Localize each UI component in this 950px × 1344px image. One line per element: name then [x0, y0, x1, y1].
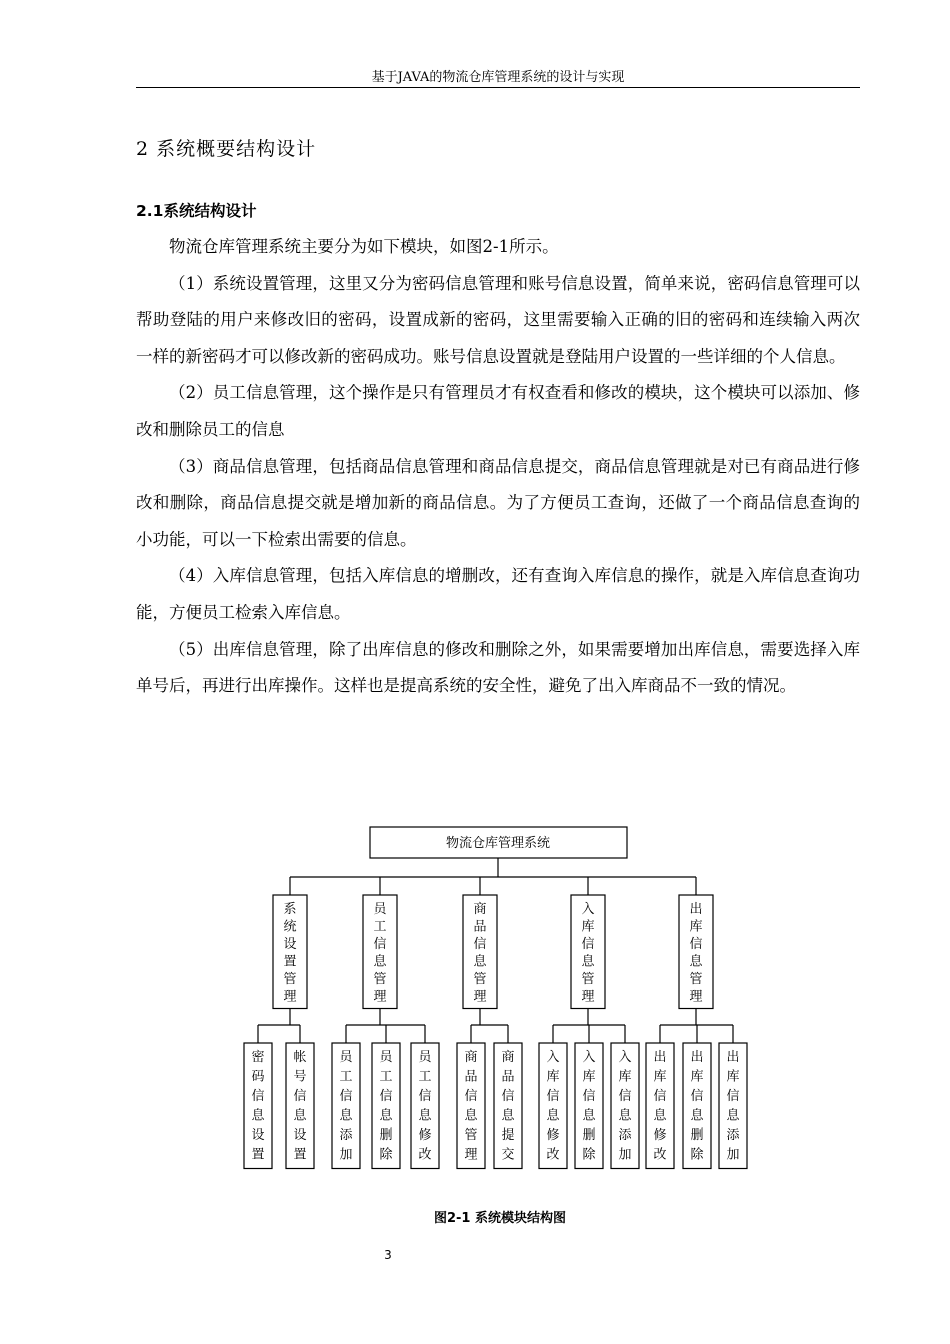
- module-label: 员工信息管理: [373, 902, 387, 1005]
- submodule-label: 入库信息删除: [582, 1050, 596, 1163]
- chapter-title: 2 系统概要结构设计: [136, 138, 317, 160]
- page-header: 基于JAVA的物流仓库管理系统的设计与实现: [371, 70, 625, 85]
- paragraph: 物流仓库管理系统主要分为如下模块，如图2-1所示。: [169, 237, 559, 256]
- submodule-label: 商品信息管理: [464, 1050, 478, 1163]
- module-label: 商品信息管理: [473, 902, 487, 1005]
- module-label: 出库信息管理: [689, 902, 703, 1005]
- paragraph: （5）出库信息管理，除了出库信息的修改和删除之外，如果需要增加出库信息，需要选择入库单号后，再进行出库操作。这样也是提高系统的安全性，避免了出入库商品不一致的情况。: [136, 639, 860, 696]
- figure-caption: 图2-1 系统模块结构图: [433, 1211, 566, 1226]
- paragraph: （1）系统设置管理，这里又分为密码信息管理和账号信息设置，简单来说，密码信息管理可以帮助登陆的用户来修改旧的密码，设置成新的密码，这里需要输入正确的旧的密码和连续输入两次一样的新密码才可以修改新的密码成功。账号信息设置就是登陆用户设置的一些详细的个人信息。: [136, 273, 860, 366]
- submodule-label: 员工信息修改: [418, 1050, 432, 1163]
- submodule-label: 入库信息添加: [618, 1050, 632, 1163]
- paragraph: （3）商品信息管理，包括商品信息管理和商品信息提交，商品信息管理就是对已有商品进行修改和删除，商品信息提交就是增加新的商品信息。为了方便员工查询，还做了一个商品信息查询的小功能，可以一下检索出需要的信息。: [136, 456, 860, 549]
- root-label: 物流仓库管理系统: [445, 836, 551, 851]
- page-number: 3: [384, 1248, 392, 1262]
- paragraph: （4）入库信息管理，包括入库信息的增删改，还有查询入库信息的操作，就是入库信息查询功能，方便员工检索入库信息。: [136, 566, 860, 622]
- submodule-label: 出库信息删除: [690, 1050, 704, 1163]
- section-title: 2.1系统结构设计: [136, 202, 257, 220]
- submodule-label: 密码信息设置: [251, 1050, 265, 1163]
- submodule-label: 出库信息修改: [653, 1050, 667, 1163]
- module-label: 系统设置管理: [283, 902, 297, 1005]
- paragraph: （2）员工信息管理，这个操作是只有管理员才有权查看和修改的模块，这个模块可以添加、修改和删除员工的信息: [136, 383, 860, 439]
- submodule-label: 入库信息修改: [546, 1050, 560, 1163]
- submodule-label: 帐号信息设置: [293, 1050, 307, 1163]
- submodule-label: 商品信息提交: [501, 1050, 515, 1163]
- module-label: 入库信息管理: [581, 902, 595, 1005]
- submodule-label: 出库信息添加: [726, 1050, 740, 1163]
- submodule-label: 员工信息删除: [379, 1050, 393, 1163]
- submodule-label: 员工信息添加: [339, 1050, 353, 1163]
